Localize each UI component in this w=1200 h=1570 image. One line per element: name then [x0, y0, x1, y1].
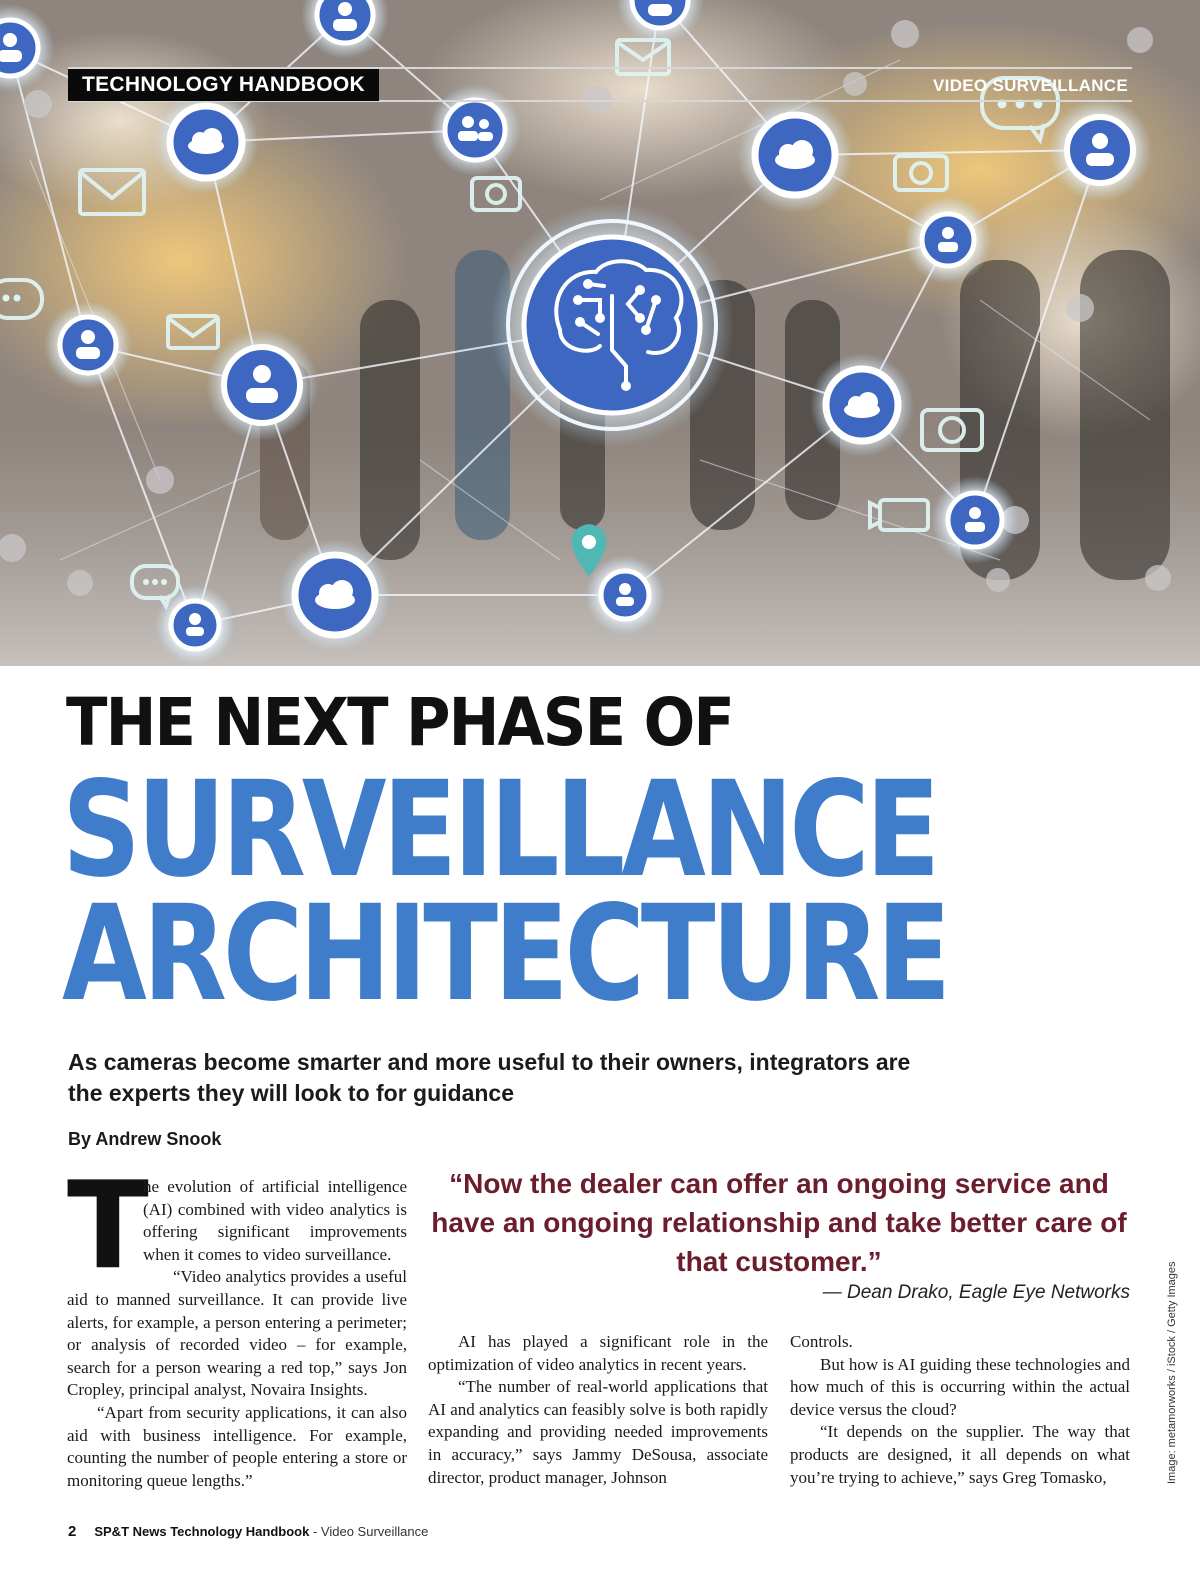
paragraph: But how is AI guiding these technologies and how much of this is occurring within the actual device versus the cloud?: [790, 1354, 1130, 1419]
body-column-1: [67, 1157, 407, 1492]
drop-cap: T: [67, 1157, 149, 1296]
user-icon: [1048, 98, 1152, 202]
paragraph: AI has played a significant role in the optimization of video analytics in recent years.: [428, 1332, 768, 1374]
brain-circuit-icon: [490, 203, 734, 447]
user-icon: [931, 476, 1019, 564]
cloud-icon: [154, 90, 258, 194]
page-number: 2: [68, 1523, 77, 1540]
pull-quote: “Now the dealer can offer an ongoing service and have an ongoing relationship and take better care of that customer.”: [431, 1168, 1127, 1277]
body-column-3: [790, 1331, 1130, 1489]
quote-attribution: — Dean Drako, Eagle Eye Networks: [822, 1282, 1130, 1303]
byline: By Andrew Snook: [68, 1129, 222, 1149]
section-tag: TECHNOLOGY HANDBOOK: [68, 69, 379, 101]
headline: [62, 753, 948, 1031]
cloud-icon: [810, 353, 914, 457]
image-credit: Image: metamorworks / iStock / Getty Images: [1166, 1261, 1178, 1484]
body-column-2: [428, 1331, 768, 1489]
deck: As cameras become smarter and more useful to their owners, integrators are the experts they will look to for guidance: [68, 1049, 911, 1106]
user-icon: [904, 196, 992, 284]
footer-separator: -: [309, 1524, 321, 1539]
paragraph: he evolution of artificial intelligence (AI) combined with video analytics is offering significant improvements when it comes to video surveillance.: [143, 1177, 407, 1264]
paragraph: Controls.: [790, 1332, 853, 1351]
user-icon: [44, 301, 132, 389]
paragraph: “Video analytics provides a useful aid to manned surveillance. It can provide live alerts, for example, a person entering a perimeter; or analysis of recorded video – for example, search for a person wearing a red top,” says Jon Cropley, principal analyst, Novaira Insights.: [67, 1267, 407, 1400]
user-icon: [585, 555, 665, 635]
headline-line: SURVEILLANCE: [62, 753, 937, 907]
users-icon: [429, 84, 521, 176]
publication-name: SP&T News Technology Handbook: [94, 1524, 310, 1539]
paragraph: “It depends on the supplier. The way that products are designed, it all depends on what you’re trying to achieve,” says Greg Tomasko,: [790, 1422, 1130, 1487]
cloud-icon: [279, 539, 391, 651]
paragraph: “The number of real-world applications that AI and analytics can feasibly solve is both rapidly expanding and providing needed improvements in accuracy,” says Jammy DeSousa, associate director, product manager, Johnson: [428, 1377, 768, 1487]
paragraph: “Apart from security applications, it can also aid with business intelligence. For example, counting the number of people entering a store or monitoring queue lengths.”: [67, 1402, 407, 1490]
user-icon: [206, 329, 318, 441]
hero-image: [0, 0, 1200, 666]
headline-line: ARCHITECTURE: [62, 877, 948, 1031]
section-label: VIDEO SURVEILLANCE: [933, 76, 1128, 95]
footer-section: Video Surveillance: [320, 1524, 429, 1539]
page-footer: [68, 1523, 428, 1540]
headline-kicker: THE NEXT PHASE OF: [66, 684, 733, 761]
cloud-icon: [737, 97, 853, 213]
user-icon: [155, 585, 235, 665]
